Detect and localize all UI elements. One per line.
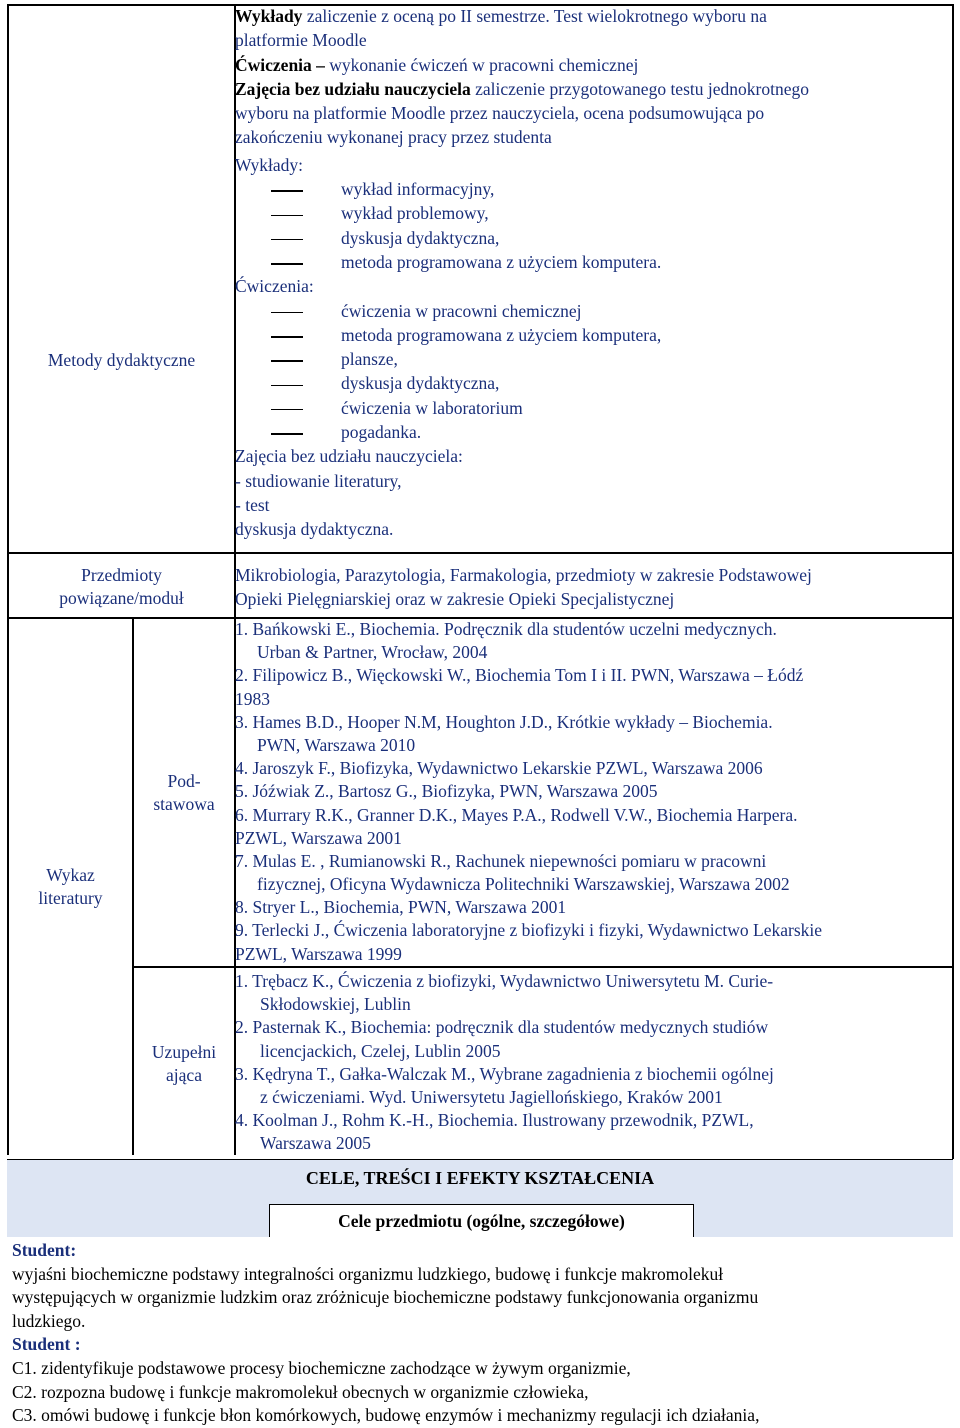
table-border-right: [952, 4, 954, 1159]
methods-label-text: Metody dydaktyczne: [47, 350, 196, 370]
list-item: PZWL, Warszawa 2001: [235, 827, 402, 848]
exercise-method-1: ćwiczenia w pracowni chemicznej: [341, 300, 582, 321]
related-text-line2: Opieki Pielęgniarskiej oraz w zakresie Opieki Specjalistycznej: [235, 589, 675, 609]
exercise-method-3: plansze,: [341, 349, 398, 370]
literature-label: [8, 864, 133, 910]
related-label-line1: Przedmioty: [81, 565, 162, 585]
list-item: [235, 299, 940, 323]
self-study-heading: Zajęcia bez udziału nauczyciela:: [235, 446, 463, 467]
list-item: 3. Kędryna T., Gałka-Walczak M., Wybrane zagadnienia z biochemii ogólnej: [235, 1063, 774, 1084]
list-item: 1. Bańkowski E., Biochemia. Podręcznik dla studentów uczelni medycznych.: [235, 619, 777, 639]
exercises-assessment-text: wykonanie ćwiczeń w pracowni chemicznej: [324, 54, 639, 75]
student-heading: Student:: [12, 1240, 77, 1260]
list-item: [235, 347, 940, 371]
exercises-heading: Ćwiczenia:: [235, 276, 314, 297]
list-item: 4. Jaroszyk F., Biofizyka, Wydawnictwo Lekarskie PZWL, Warszawa 2006: [235, 758, 763, 779]
methods-label: [8, 349, 235, 372]
list-item: [235, 420, 940, 444]
list-item: fizycznej, Oficyna Wydawnicza Politechniki Warszawskiej, Warszawa 2002: [257, 874, 790, 895]
basic-literature-label: [133, 770, 235, 816]
section-title: CELE, TREŚCI I EFEKTY KSZTAŁCENIA: [305, 1168, 655, 1188]
list-item: 1983: [235, 688, 270, 709]
basic-literature-list: [235, 618, 940, 966]
list-item: [235, 201, 940, 225]
objective-item: C3. omówi budowę i funkcje błon komórkowych, budowę enzymów i mechanizmy regulacji ich działania,: [12, 1405, 760, 1426]
exercises-bold: Ćwiczenia –: [235, 54, 325, 75]
self-study-item-2: - test: [235, 494, 270, 515]
exercise-method-5: ćwiczenia w laboratorium: [341, 397, 523, 418]
supp-label-line2: ająca: [166, 1065, 202, 1085]
basic-label-line1: Pod-: [167, 771, 201, 791]
student-heading-2: Student :: [12, 1334, 81, 1355]
student-objectives: [12, 1239, 947, 1428]
goals-subtitle: Cele przedmiotu (ogólne, szczegółowe): [269, 1204, 694, 1237]
lectures-heading: Wykłady:: [235, 154, 303, 175]
list-item: [235, 226, 940, 250]
list-item: 9. Terlecki J., Ćwiczenia laboratoryjne z biofizyki i fizyki, Wydawnictwo Lekarskie: [235, 920, 823, 941]
list-item: PWN, Warszawa 2010: [257, 734, 416, 755]
related-subjects: [235, 563, 940, 611]
list-item: [235, 323, 940, 347]
list-item: Warszawa 2005: [260, 1133, 371, 1154]
related-text-line1: Mikrobiologia, Parazytologia, Farmakologia, przedmioty w zakresie Podstawowej: [235, 565, 812, 585]
list-item: [235, 250, 940, 274]
assessment-line6: zakończeniu wykonanej pracy przez studenta: [235, 127, 552, 148]
supp-label-line1: Uzupełni: [151, 1042, 217, 1062]
list-item: PZWL, Warszawa 1999: [235, 943, 402, 964]
list-item: 1. Trębacz K., Ćwiczenia z biofizyki, Wydawnictwo Uniwersytetu M. Curie-: [235, 971, 774, 991]
self-study-item-3: dyskusja dydaktyczna.: [235, 519, 394, 540]
list-item: 2. Filipowicz B., Więckowski W., Biochemia Tom I i II. PWN, Warszawa – Łódź: [235, 665, 804, 686]
list-item: 5. Jóźwiak Z., Bartosz G., Biofizyka, PWN, Warszawa 2005: [235, 781, 658, 802]
list-item: [235, 177, 940, 201]
lecture-method-1: wykład informacyjny,: [341, 179, 495, 200]
related-label: [8, 564, 235, 610]
supplementary-literature-list: [235, 970, 940, 1156]
literature-label-line1: Wykaz: [46, 865, 95, 885]
lecture-method-4: metoda programowana z użyciem komputera.: [341, 251, 662, 272]
list-item: licencjackich, Czelej, Lublin 2005: [260, 1040, 501, 1061]
assessment-line2: platformie Moodle: [235, 30, 367, 51]
objective-item: C1. zidentyfikuje podstawowe procesy biochemiczne zachodzące w żywym organizmie,: [12, 1357, 631, 1378]
lecture-method-2: wykład problemowy,: [341, 203, 489, 224]
exercise-method-2: metoda programowana z użyciem komputera,: [341, 324, 662, 345]
list-item: [235, 371, 940, 395]
self-study-item-1: - studiowanie literatury,: [235, 470, 402, 491]
lectures-assessment-text: zaliczenie z oceną po II semestrze. Test wielokrotnego wyboru na: [302, 6, 767, 26]
basic-label-line2: stawowa: [153, 794, 215, 814]
lecture-method-3: dyskusja dydaktyczna,: [341, 227, 500, 248]
self-study-bold: Zajęcia bez udziału nauczyciela: [235, 78, 471, 99]
objective-line: ludzkiego.: [12, 1310, 86, 1331]
row-divider-basic: [132, 966, 953, 968]
objective-line: wyjaśni biochemiczne podstawy integralności organizmu ludzkiego, budowę i funkcje makromolekuł: [12, 1263, 724, 1284]
list-item: 7. Mulas E. , Rumianowski R., Rachunek niepewności pomiaru w pracowni: [235, 850, 767, 871]
objective-line: występujących w organizmie ludzkim oraz zróżnicuje biochemiczne podstawy funkcjonowania organizmu: [12, 1287, 759, 1308]
list-item: [235, 396, 940, 420]
list-item: 3. Hames B.D., Hooper N.M, Houghton J.D., Krótkie wykłady – Biochemia.: [235, 711, 773, 732]
exercise-method-4: dyskusja dydaktyczna,: [341, 373, 500, 394]
list-item: 4. Koolman J., Rohm K.-H., Biochemia. Ilustrowany przewodnik, PZWL,: [235, 1110, 754, 1131]
self-study-assessment-text: zaliczenie przygotowanego testu jednokrotnego: [470, 78, 809, 99]
assessment-and-methods: [235, 4, 940, 542]
list-item: Skłodowskiej, Lublin: [260, 994, 411, 1015]
assessment-line5: wyboru na platformie Moodle przez nauczyciela, ocena podsumowująca po: [235, 103, 765, 124]
list-item: 8. Stryer L., Biochemia, PWN, Warszawa 2001: [235, 897, 567, 918]
supplementary-literature-label: [133, 1041, 235, 1087]
exercise-method-6: pogadanka.: [341, 422, 422, 443]
list-item: 2. Pasternak K., Biochemia: podręcznik dla studentów medycznych studiów: [235, 1017, 769, 1038]
goals-section-header: [7, 1159, 953, 1237]
row-divider-methods: [7, 552, 953, 554]
objective-item: C2. rozpozna budowę i funkcje makromolekuł obecnych w organizmie człowieka,: [12, 1381, 589, 1402]
literature-label-line2: literatury: [38, 888, 103, 908]
related-label-line2: powiązane/moduł: [59, 588, 184, 608]
list-item: z ćwiczeniami. Wyd. Uniwersytetu Jagiellońskiego, Kraków 2001: [260, 1086, 723, 1107]
lectures-bold: Wykłady: [235, 6, 303, 26]
list-item: 6. Murrary R.K., Granner D.K., Mayes P.A., Rodwell V.W., Biochemia Harpera.: [235, 804, 798, 825]
list-item: Urban & Partner, Wrocław, 2004: [257, 642, 488, 663]
